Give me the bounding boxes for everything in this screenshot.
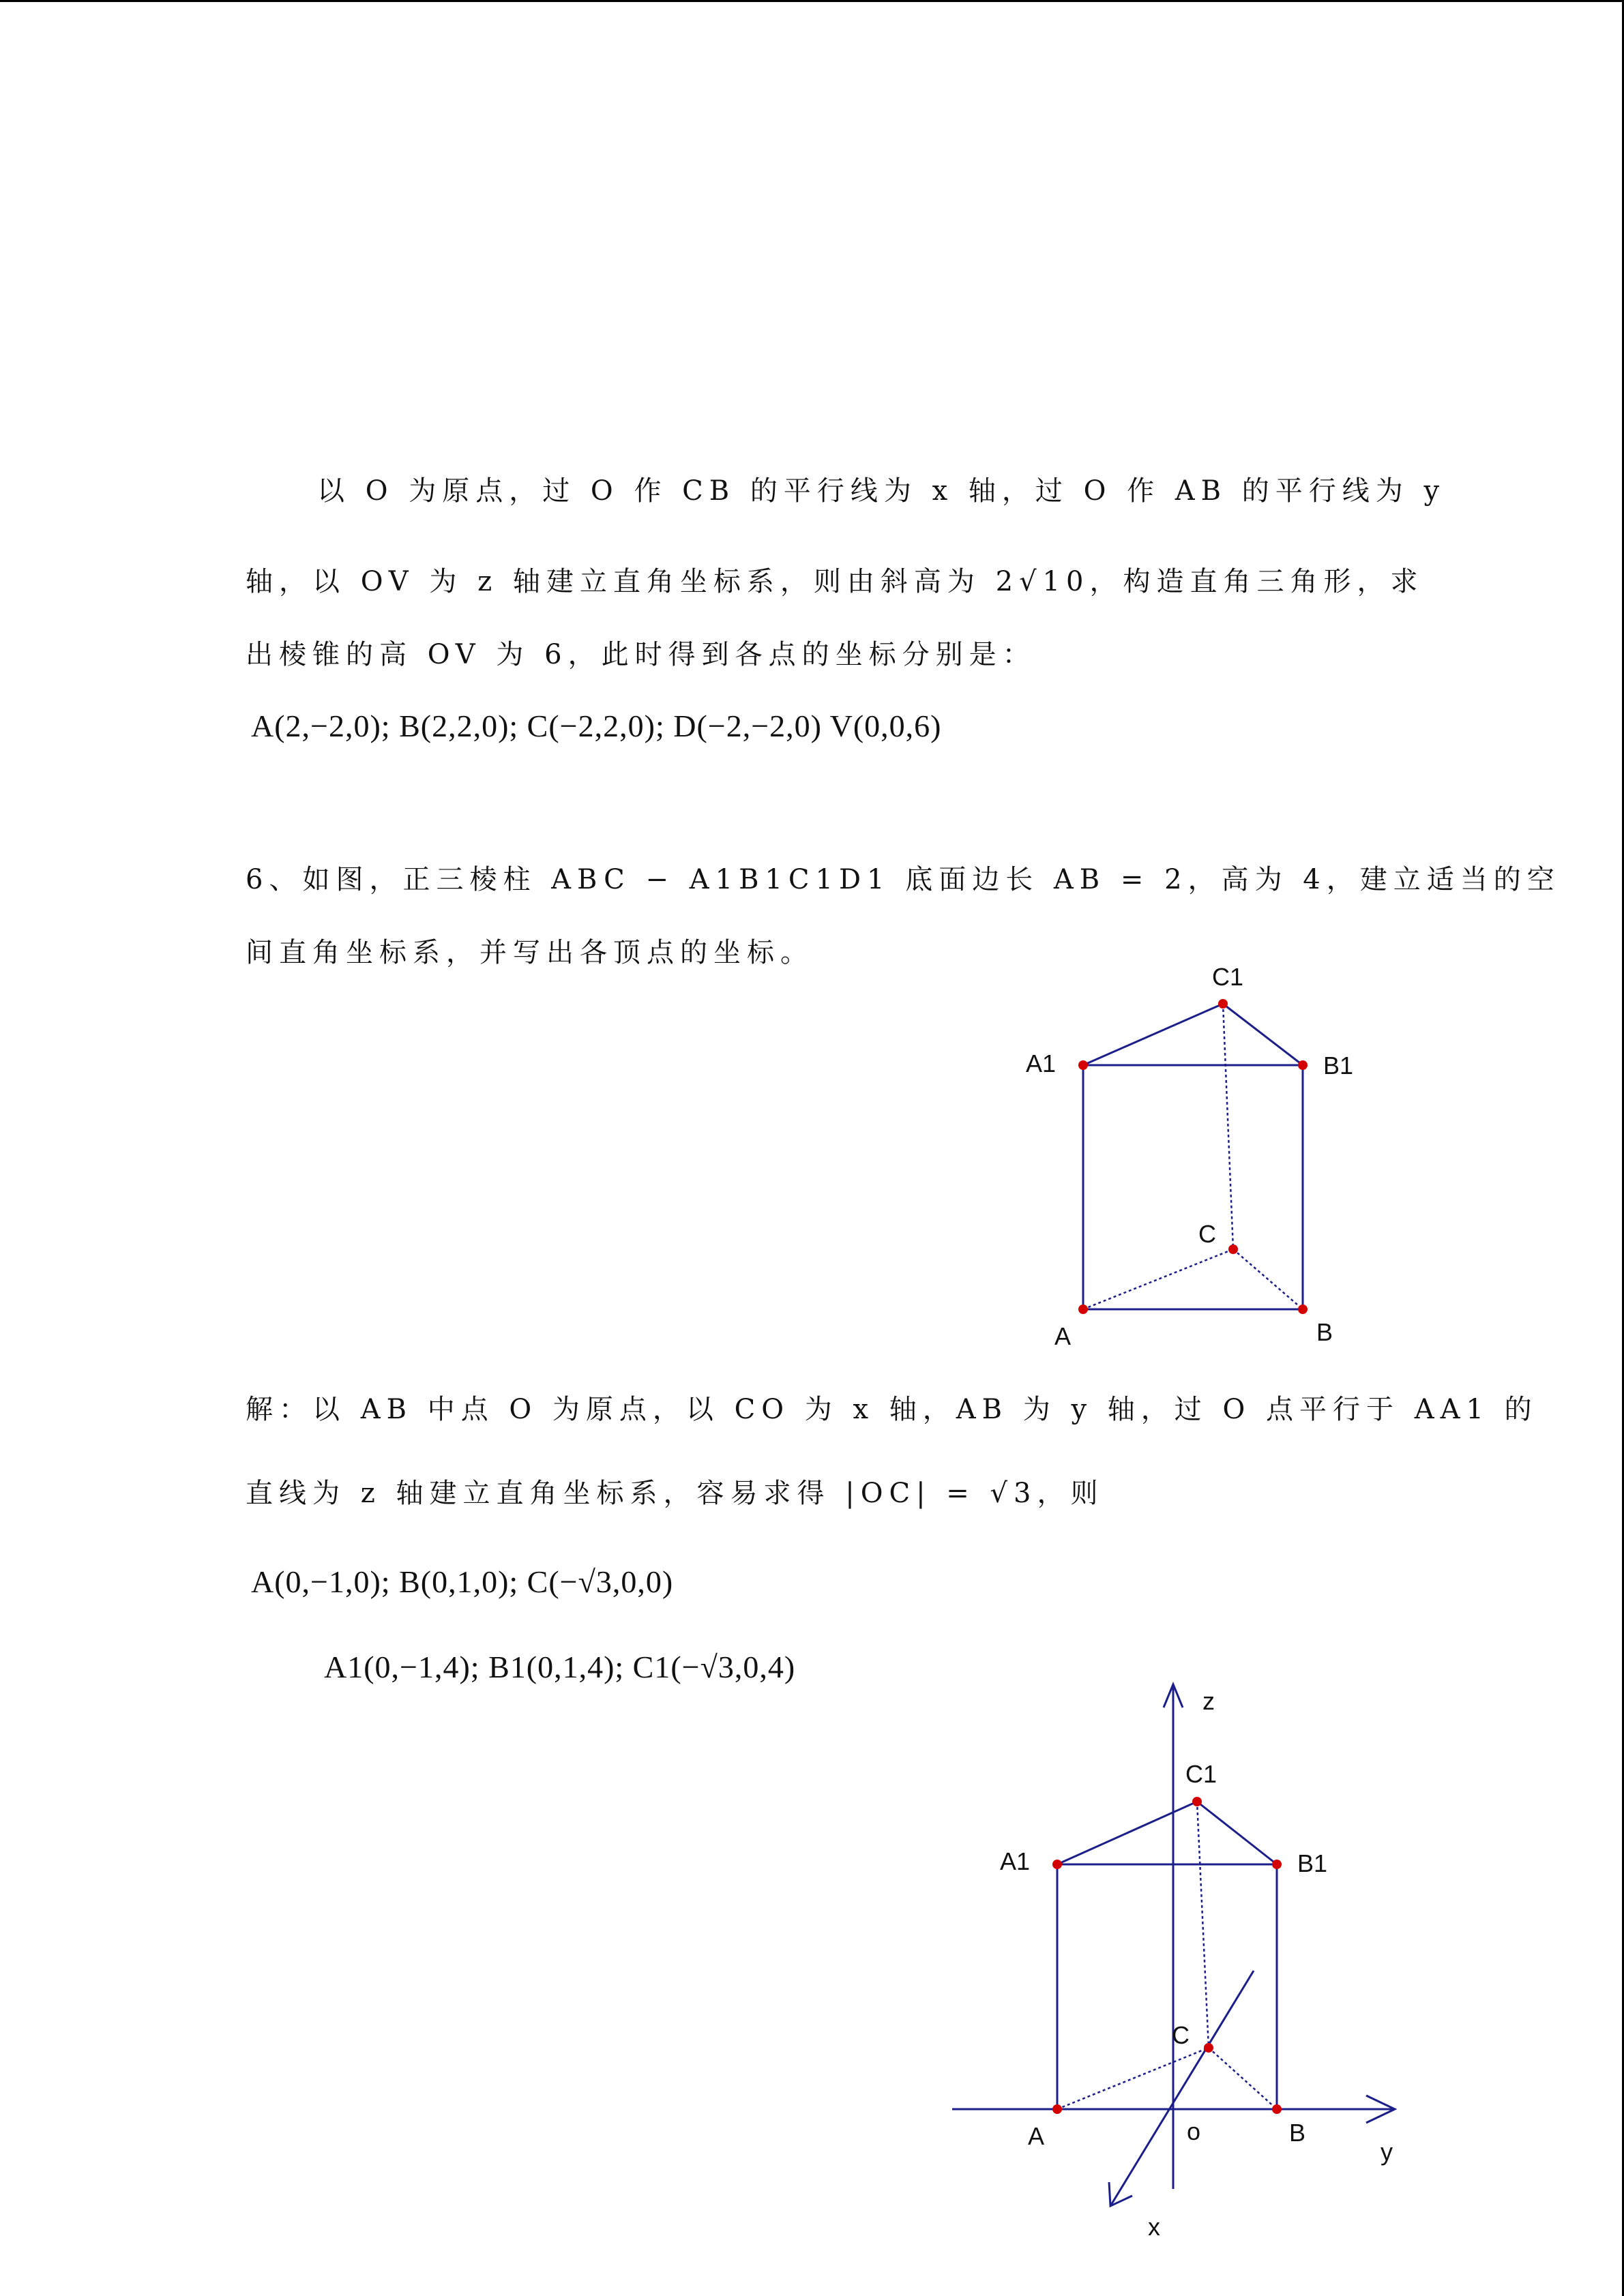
point-a1: [1052, 1860, 1062, 1869]
hidden-edge-a-c: [1057, 2048, 1209, 2109]
x-axis: [1110, 1971, 1254, 2206]
label-c: C: [1172, 2021, 1190, 2049]
solution-line1: 解：以 AB 中点 O 为原点，以 CO 为 x 轴，AB 为 y 轴，过 O 点平行于 AA1 的: [246, 1394, 1538, 1425]
solution-line2: 直线为 z 轴建立直角坐标系，容易求得 |OC| = √3，则: [246, 1478, 1104, 1509]
label-a: A: [1028, 2122, 1045, 2150]
paragraph1-line3: 出棱锥的高 OV 为 6，此时得到各点的坐标分别是：: [246, 639, 1036, 670]
paragraph1-line1: 以 O 为原点，过 O 作 CB 的平行线为 x 轴，过 O 作 AB 的平行线为 y: [317, 475, 1446, 507]
point-c1: [1218, 999, 1228, 1009]
label-x: x: [1148, 2213, 1160, 2237]
page-top-border: [0, 0, 1624, 2]
edge-a1-c1: [1083, 1004, 1223, 1065]
hidden-edge-c-b: [1209, 2048, 1277, 2109]
edge-c1-b1: [1197, 1802, 1277, 1864]
hidden-edge-c1-c: [1197, 1802, 1209, 2048]
point-b: [1298, 1304, 1308, 1314]
label-a1: A1: [1026, 1049, 1057, 1077]
paragraph1-coordinates: A(2,−2,0); B(2,2,0); C(−2,2,0); D(−2,−2,0) V(0,0,6): [251, 709, 942, 743]
label-y: y: [1381, 2138, 1393, 2166]
paragraph1-line2: 轴，以 OV 为 z 轴建立直角坐标系，则由斜高为 2√10，构造直角三角形，求: [246, 566, 1424, 597]
label-c1: C1: [1185, 1760, 1217, 1788]
point-c: [1204, 2043, 1213, 2053]
label-a1: A1: [1000, 1847, 1031, 1875]
problem6-line2: 间直角坐标系，并写出各顶点的坐标。: [246, 937, 814, 968]
problem6-line1: 6、如图，正三棱柱 ABC − A1B1C1D1 底面边长 AB = 2，高为 4，建立适当的空: [246, 864, 1561, 895]
point-a: [1078, 1304, 1088, 1314]
label-b1: B1: [1323, 1052, 1354, 1079]
label-c1: C1: [1212, 963, 1244, 991]
point-b: [1272, 2104, 1282, 2114]
hidden-edge-c1-c: [1223, 1004, 1233, 1249]
point-b1: [1272, 1860, 1282, 1869]
point-c1: [1192, 1797, 1202, 1806]
label-o: o: [1187, 2117, 1201, 2145]
hidden-edge-c-b: [1233, 1249, 1303, 1309]
label-c: C: [1198, 1220, 1216, 1248]
hidden-edge-a-c: [1083, 1249, 1233, 1309]
label-z: z: [1202, 1687, 1215, 1715]
point-b1: [1298, 1060, 1308, 1070]
label-b: B: [1289, 2119, 1306, 2147]
prism-axes-figure: [941, 1671, 1419, 2237]
point-a1: [1078, 1060, 1088, 1070]
label-a: A: [1054, 1322, 1072, 1350]
solution-coordinates-top: A1(0,−1,4); B1(0,1,4); C1(−√3,0,4): [324, 1650, 796, 1684]
prism-figure: [1009, 948, 1378, 1364]
point-c: [1228, 1244, 1238, 1254]
solution-coordinates-base: A(0,−1,0); B(0,1,0); C(−√3,0,0): [251, 1564, 674, 1599]
label-b: B: [1316, 1318, 1333, 1346]
edge-c1-b1: [1223, 1004, 1303, 1065]
label-b1: B1: [1297, 1849, 1328, 1877]
edge-a1-c1: [1057, 1802, 1197, 1864]
point-a: [1052, 2104, 1062, 2114]
